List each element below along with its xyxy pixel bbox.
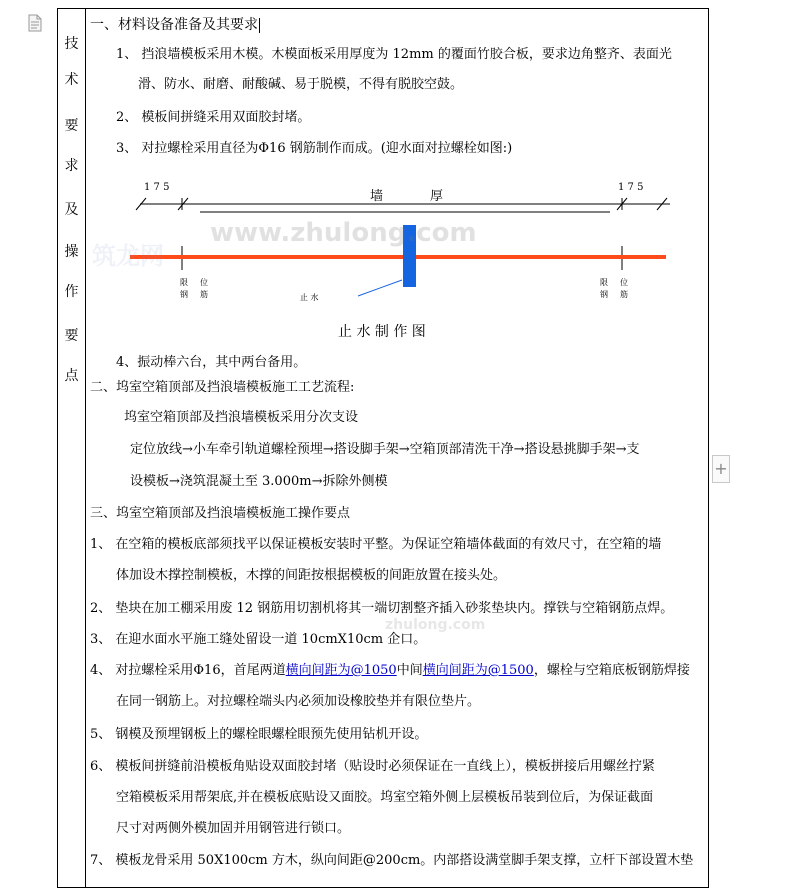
s3-i3: 3、 在迎水面水平施工缝处留设一道 10cmX10cm 企口。 xyxy=(90,632,427,647)
left-label-c: 位 xyxy=(200,278,208,287)
left-label-b: 钢 xyxy=(180,290,188,299)
water-stop-label: 止 水 xyxy=(300,293,319,302)
left-char-7: 作 xyxy=(64,284,79,300)
s3-i7: 7、 模板龙骨采用 50X100cm 方木，纵向间距@200cm。内部搭设满堂脚手架支撑，立杆下部设置木垫 xyxy=(90,853,694,868)
dim-left-label: 1 7 5 xyxy=(144,182,170,193)
leader-line xyxy=(358,280,402,296)
section3-title: 三、坞室空箱顶部及挡浪墙模板施工操作要点 xyxy=(90,506,351,521)
left-char-1: 技 xyxy=(64,36,79,52)
section2-title: 二、坞室空箱顶部及挡浪墙模板施工工艺流程: xyxy=(90,380,355,395)
wall-label-2: 厚 xyxy=(430,189,444,204)
left-char-8: 要 xyxy=(64,328,79,344)
s2-flow-line1: 定位放线→小车牵引轨道螺栓预埋→搭设脚手架→空箱顶部清洗干净→搭设悬挑脚手架→支 xyxy=(130,442,640,457)
left-label-d: 筋 xyxy=(200,290,208,299)
text-cursor xyxy=(259,18,260,33)
s3-i1-line1: 1、 在空箱的模板底部须找平以保证模板安装时平整。为保证空箱墙体截面的有效尺寸，在空箱的墙 xyxy=(90,537,662,552)
s1-p1-line2: 滑、防水、耐磨、耐酸碱、易于脱模，不得有脱胶空鼓。 xyxy=(138,77,464,92)
s1-p1-line1: 1、 挡浪墙模板采用木模。木模面板采用厚度为 12mm 的覆面竹胶合板，要求边角整齐、表面光 xyxy=(116,47,672,62)
right-label-a: 限 xyxy=(600,278,608,287)
left-char-3: 要 xyxy=(64,118,79,134)
right-label-b: 钢 xyxy=(600,290,608,299)
watermark-small: zhulong.com xyxy=(385,617,486,633)
s3-i2: 2、 垫块在加工棚采用废 12 钢筋用切割机将其一端切割整齐插入砂浆垫块内。撑铁与空箱钢筋点焊。 xyxy=(90,601,674,616)
left-char-2: 术 xyxy=(64,72,79,88)
s3-i6-line1: 6、 模板间拼缝前沿模板角贴设双面胶封堵（贴设时必须保证在一直线上），模板拼接后用螺丝拧紧 xyxy=(90,759,655,774)
link-spacing-1500[interactable]: 横向间距为@1500 xyxy=(422,663,534,678)
s3-i4-line2: 在同一钢筋上。对拉螺栓端头内必须加设橡胶垫并有限位垫片。 xyxy=(116,694,481,709)
s1-p3: 3、 对拉螺栓采用直径为Φ16 钢筋制作而成。(迎水面对拉螺栓如图:) xyxy=(116,141,513,156)
wall-label-1: 墙 xyxy=(370,189,384,204)
watermark-main: www.zhulong.com xyxy=(210,218,477,248)
s3-i1-line2: 体加设木撑控制模板，木撑的间距按根据模板的间距放置在接头处。 xyxy=(116,568,507,583)
left-label-a: 限 xyxy=(180,278,188,287)
s2-flow-line2: 设模板→浇筑混凝土至 3.000m→拆除外侧模 xyxy=(130,474,388,489)
section1-title: 一、材料设备准备及其要求 xyxy=(90,17,258,33)
s3-i4-line1: 4、 对拉螺栓采用Φ16，首尾两道横向间距为@1050中间横向间距为@1500，螺栓与空箱底板钢筋焊接 xyxy=(90,663,690,678)
watermark-logo: 筑龙网 xyxy=(92,242,164,270)
left-label-column xyxy=(58,9,86,887)
document-table xyxy=(57,8,709,888)
content-area[interactable] xyxy=(86,9,708,887)
s3-i6-line3: 尺寸对两侧外模加固并用钢管进行锁口。 xyxy=(116,821,351,836)
left-char-6: 操 xyxy=(64,244,79,260)
s3-i6-line2: 空箱模板采用帮架底,并在模板底贴设又面胶。坞室空箱外侧上层模板吊装到位后，为保证截面 xyxy=(116,790,654,805)
document-icon[interactable] xyxy=(27,14,43,32)
link-spacing-1050[interactable]: 横向间距为@1050 xyxy=(285,663,397,678)
add-section-button[interactable]: + xyxy=(712,455,730,483)
tie-bolt-bar xyxy=(130,255,666,259)
right-label-d: 筋 xyxy=(620,290,628,299)
left-char-9: 点 xyxy=(64,368,79,384)
s2-sub: 坞室空箱顶部及挡浪墙模板采用分次支设 xyxy=(124,410,359,425)
s1-p4: 4、振动棒六台，其中两台备用。 xyxy=(116,355,307,370)
dim-right-label: 1 7 5 xyxy=(618,182,644,193)
s3-i5: 5、 钢模及预埋钢板上的螺栓眼螺栓眼预先使用钻机开设。 xyxy=(90,727,428,742)
water-stop-diagram xyxy=(130,170,690,345)
dimension-line xyxy=(136,198,670,212)
right-label-c: 位 xyxy=(620,278,628,287)
left-char-4: 求 xyxy=(64,158,79,174)
diagram-caption: 止 水 制 作 图 xyxy=(338,324,426,340)
s1-p2: 2、 模板间拼缝采用双面胶封堵。 xyxy=(116,110,311,125)
left-char-5: 及 xyxy=(64,202,79,218)
